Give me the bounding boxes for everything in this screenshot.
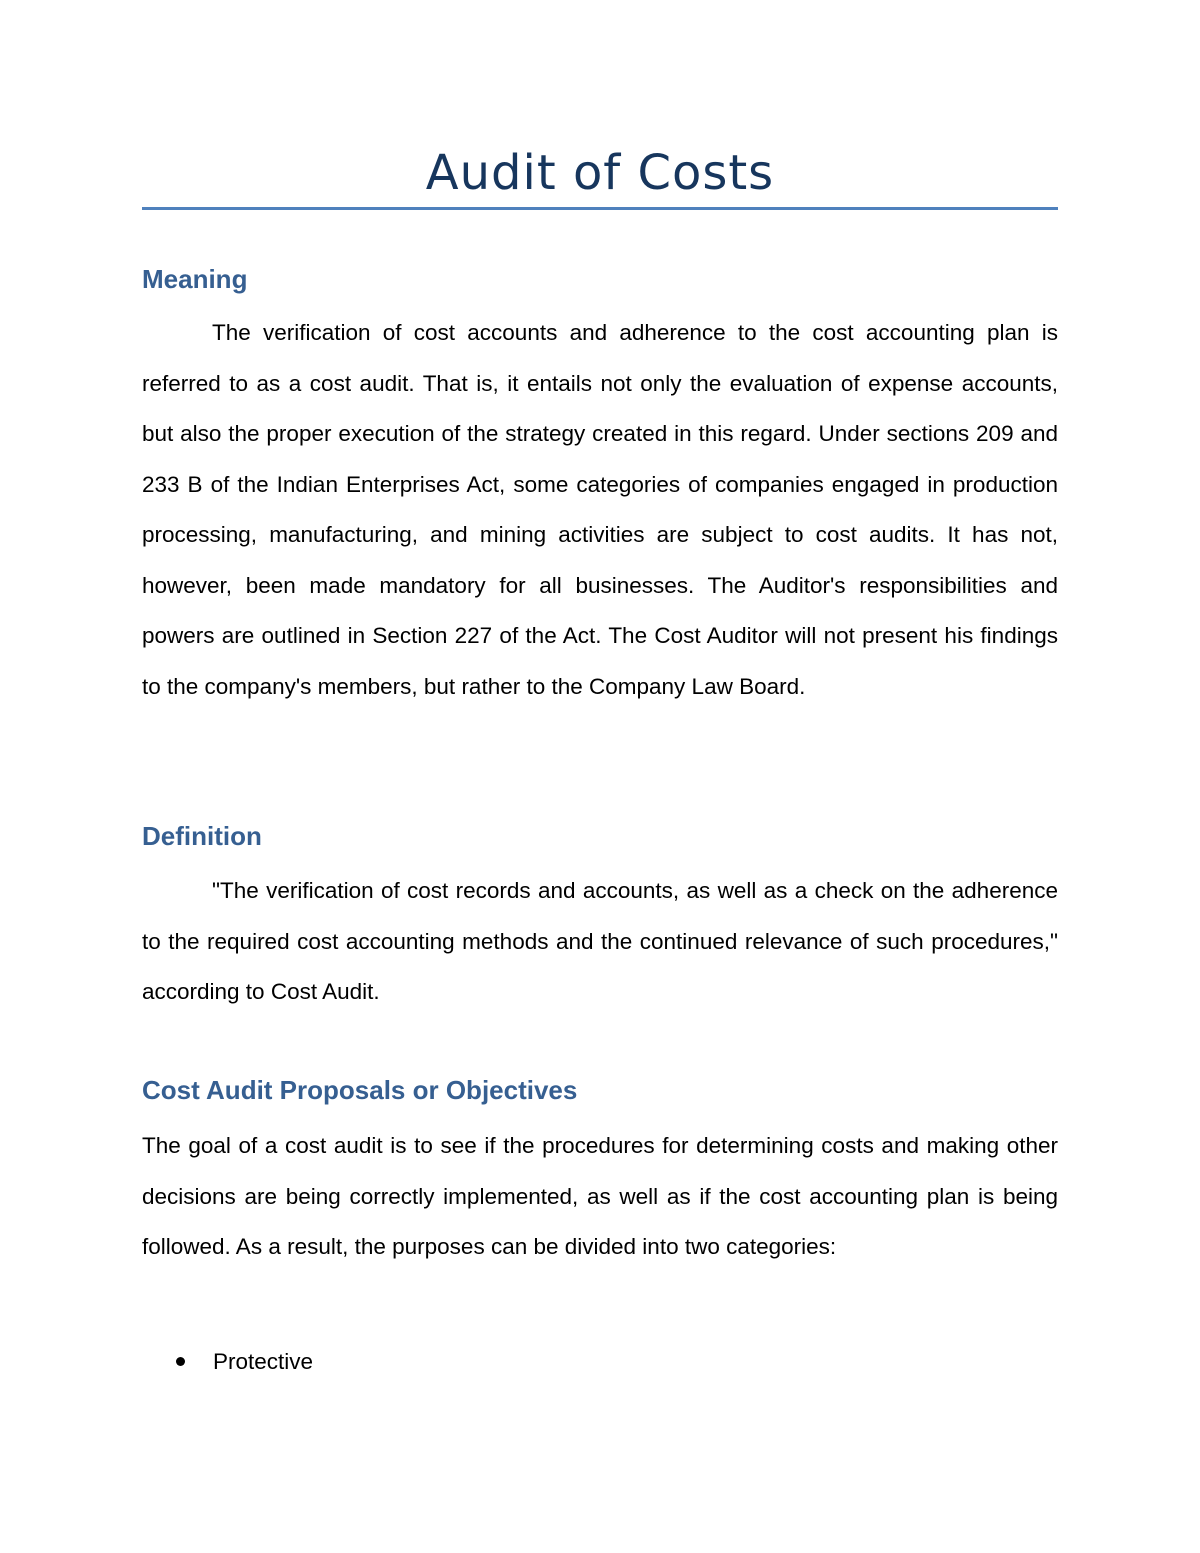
list-item-label: Protective	[213, 1349, 314, 1374]
section-heading-objectives: Cost Audit Proposals or Objectives	[142, 1075, 578, 1105]
section-paragraph-objectives: The goal of a cost audit is to see if the procedures for determining costs and making other decisions are being correctly implemented, as well as if the cost accounting plan is being followed. As a result, the purposes can be divided into two categories:	[142, 1133, 1058, 1259]
title-underline-rule	[142, 207, 1058, 210]
bullet-icon	[176, 1357, 185, 1366]
section-paragraph-definition: "The verification of cost records and accounts, as well as a check on the adherence to the required cost accounting methods and the continued relevance of such procedures," according to Cost Audit.	[142, 878, 1058, 1004]
section-paragraph-meaning: The verification of cost accounts and adherence to the cost accounting plan is referred to as a cost audit. That is, it entails not only the evaluation of expense accounts, but also the proper execution of the strategy created in this regard. Under sections 209 and 233 B of the Indian Enterprises Act, some categories of companies engaged in production processing, manufacturing, and mining activities are subject to cost audits. It has not, however, been made mandatory for all businesses. The Auditor's responsibilities and powers are outlined in Section 227 of the Act. The Cost Auditor will not present his findings to the company's members, but rather to the Company Law Board.	[142, 320, 1058, 699]
document-title: Audit of Costs	[425, 145, 775, 201]
list-item	[142, 1342, 313, 1382]
objectives-bullet-list	[142, 1342, 313, 1382]
section-heading-definition: Definition	[142, 821, 262, 851]
section-heading-meaning: Meaning	[142, 264, 248, 294]
